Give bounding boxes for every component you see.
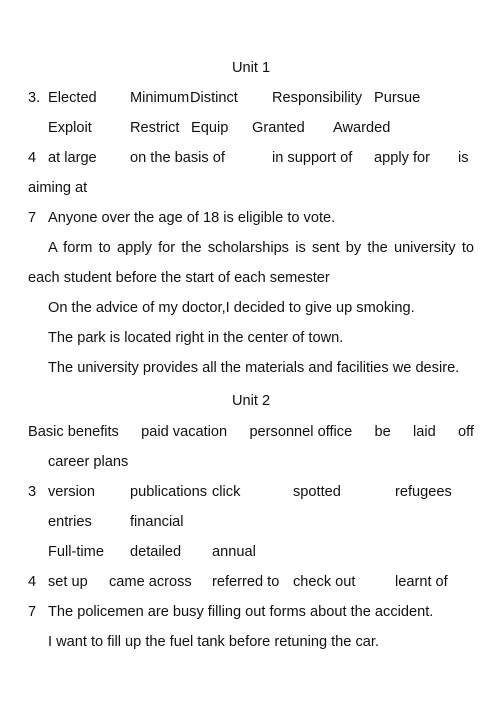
- u1-sec3-word: Pursue: [374, 90, 421, 106]
- u1-sec7-sentence: The university provides all the materials and facilities we desire.: [48, 360, 460, 376]
- u1-sec7-sentence: Anyone over the age of 18 is eligible to vote.: [48, 210, 336, 226]
- u2-intro-row: [28, 423, 474, 441]
- u2-sec3-word: annual: [212, 544, 256, 560]
- u1-sec4-number: 4: [28, 150, 37, 166]
- u2-sec3-word: refugees: [395, 484, 452, 500]
- u2-intro-continuation: career plans: [48, 454, 129, 470]
- u1-sec7-sentence: On the advice of my doctor,I decided to give up smoking.: [48, 300, 415, 316]
- u2-sec3-word: Full-time: [48, 544, 104, 560]
- u2-intro-phrase: personnel office: [249, 424, 353, 440]
- u1-sec4-phrase: at large: [48, 150, 97, 166]
- u1-sec4-phrase: in support of: [272, 150, 353, 166]
- u2-intro-phrase: be: [374, 424, 391, 440]
- u1-sec3-number: 3.: [28, 90, 41, 106]
- u1-sec3-word: Exploit: [48, 120, 92, 136]
- u2-sec4-number: 4: [28, 574, 37, 590]
- u2-intro-phrase: off: [458, 424, 474, 440]
- u2-intro-phrase: Basic benefits: [28, 424, 119, 440]
- u1-sec4-phrase: apply for: [374, 150, 430, 166]
- u2-sec3-word: version: [48, 484, 96, 500]
- u2-sec3-word: click: [212, 484, 241, 500]
- u2-sec4-phrase: came across: [109, 574, 192, 590]
- u2-intro-phrase: laid: [413, 424, 436, 440]
- u1-sec7-sentence: A form to apply for the scholarships is sent by the university to: [48, 240, 474, 256]
- u1-sec3-word: Minimum: [130, 90, 190, 106]
- u1-sec7-number: 7: [28, 210, 37, 226]
- u1-sec4-phrase: on the basis of: [130, 150, 225, 166]
- u1-sec3-word: Responsibility: [272, 90, 363, 106]
- u2-sec4-phrase: set up: [48, 574, 88, 590]
- unit2-title: Unit 2: [231, 393, 271, 409]
- u1-sec3-word: Distinct: [190, 90, 238, 106]
- u1-sec4-continuation: aiming at: [28, 180, 88, 196]
- u1-sec3-word: Restrict: [130, 120, 180, 136]
- u1-sec7-sentence-cont: each student before the start of each semester: [28, 270, 330, 286]
- u2-sec7-number: 7: [28, 604, 37, 620]
- u2-sec3-word: financial: [130, 514, 184, 530]
- u1-sec3-word: Granted: [252, 120, 305, 136]
- u1-sec3-word: Equip: [191, 120, 229, 136]
- u2-sec3-number: 3: [28, 484, 37, 500]
- u2-sec3-word: entries: [48, 514, 92, 530]
- u1-sec7-sentence: The park is located right in the center of town.: [48, 330, 344, 346]
- u2-sec4-phrase: check out: [293, 574, 356, 590]
- u2-sec4-phrase: referred to: [212, 574, 280, 590]
- u1-sec3-word: Elected: [48, 90, 97, 106]
- u2-sec7-sentence: I want to fill up the fuel tank before retuning the car.: [48, 634, 379, 650]
- u2-sec4-phrase: learnt of: [395, 574, 448, 590]
- u2-intro-phrase: paid vacation: [141, 424, 228, 440]
- u2-sec7-sentence: The policemen are busy filling out forms about the accident.: [48, 604, 434, 620]
- u2-sec3-word: spotted: [293, 484, 341, 500]
- unit1-title: Unit 1: [231, 60, 271, 76]
- u2-sec3-word: detailed: [130, 544, 182, 560]
- u1-sec4-phrase: is: [458, 150, 469, 166]
- u2-sec3-word: publications: [130, 484, 208, 500]
- u1-sec3-word: Awarded: [333, 120, 391, 136]
